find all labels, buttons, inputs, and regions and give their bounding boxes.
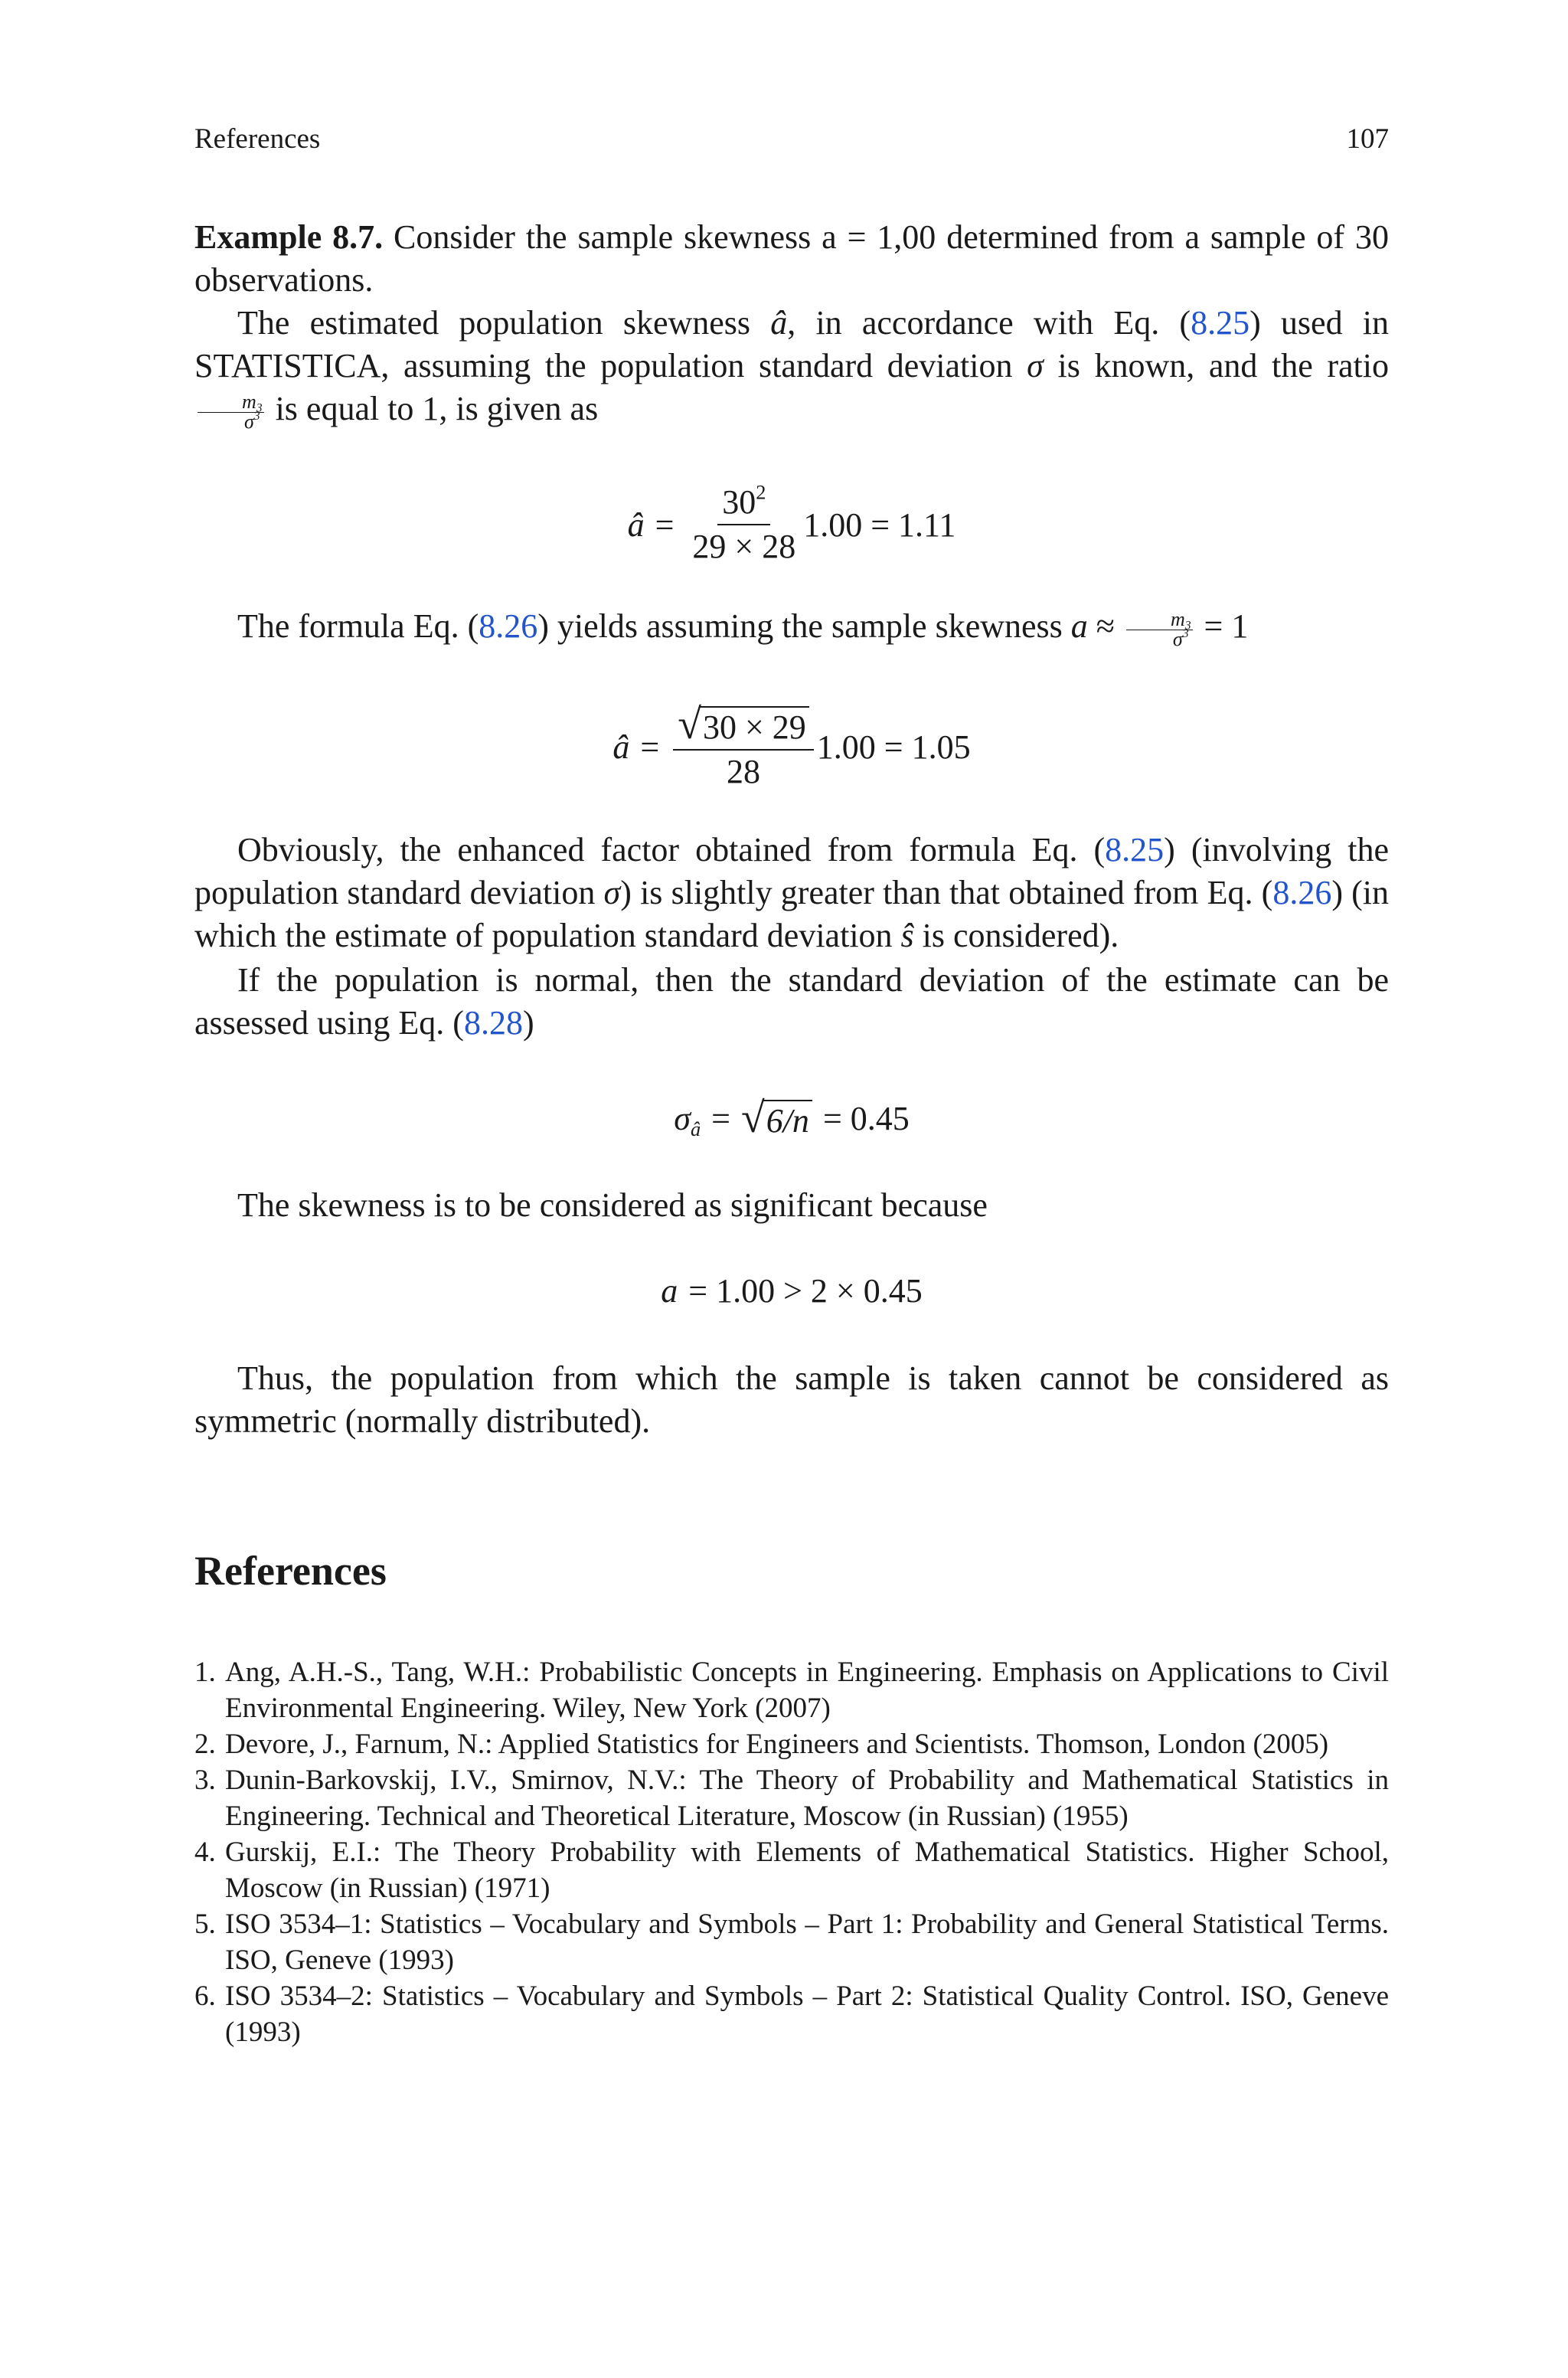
paragraph-estimated-skewness (194, 302, 1389, 431)
p2-text-c: = 1 (1204, 607, 1249, 645)
p1-text-c: ) used in STATISTICA, assuming the population standard deviation (194, 304, 1389, 384)
paragraph-significant (194, 1184, 1389, 1227)
reference-item: 4. Gurskij, E.I.: The Theory Probability with Elements of Mathematical Statistics. Higher School, Moscow (in Russian) (1971) (194, 1837, 1389, 1904)
eq1-num-exp: 2 (756, 480, 766, 504)
eq4-text: = 1.00 > 2 × 0.45 (688, 1271, 923, 1310)
reference-list (194, 1654, 1389, 2050)
p5-text: The skewness is to be considered as significant because (237, 1186, 988, 1224)
p3-text-e: is considered). (922, 917, 1119, 954)
m3-over-sigma3-fraction-2: $\frac{m_3}{\sigma^3}$ (1126, 610, 1193, 649)
eq-ref-8-25-b[interactable]: 8.25 (1105, 831, 1165, 868)
p3-text-c: ) is slightly greater than that obtained from Eq. ( (620, 874, 1273, 911)
running-head-title: References (194, 123, 321, 155)
reference-item: 3. Dunin-Barkovskij, I.V., Smirnov, N.V.: The Theory of Probability and Mathematical Statistics in Engineering. Technical and Theoretical Literature, Moscow (in Russian) (1955) (194, 1765, 1389, 1832)
equation-4 (194, 1268, 1389, 1313)
example-paragraph (194, 216, 1389, 302)
paragraph-normal-population (194, 959, 1389, 1045)
p6-text: Thus, the population from which the sample is taken cannot be considered as symmetric (normally distributed). (194, 1359, 1389, 1440)
eq3-radicand: 6/n (763, 1100, 812, 1140)
p2-text-b: ) yields assuming the sample skewness (537, 607, 1063, 645)
paragraph-conclusion (194, 1357, 1389, 1443)
eq1-fraction (688, 480, 800, 565)
s-hat-symbol: ŝ (900, 917, 914, 954)
p1-text-e: is equal to 1, is given as (275, 390, 599, 427)
eq-ref-8-26[interactable]: 8.26 (479, 607, 538, 645)
references-heading: References (194, 1548, 387, 1594)
eq3-sqrt: √ 6/n (741, 1097, 812, 1140)
paragraph-obviously (194, 829, 1389, 957)
p2-text-a: The formula Eq. ( (237, 607, 479, 645)
eq2-den: 28 (727, 753, 760, 790)
paragraph-formula-8-26: The formula Eq. (8.26) yields assuming the sample skewness a ≈ $\frac{m_3}{\sigma^3}$ = 1 (237, 607, 1249, 650)
example-label: Example 8.7. (194, 218, 384, 256)
p1-text-b: , in accordance with Eq. ( (787, 304, 1191, 342)
p3-text-b: ) (involving the population standard deviation (194, 831, 1389, 911)
p4-text-b: ) (522, 1004, 534, 1042)
eq2-sqrt: √ 30 × 29 (678, 703, 809, 746)
eq1-tail: 1.00 = 1.11 (803, 505, 956, 544)
eq2-lhs: â (612, 728, 630, 766)
eq1-lhs: â (627, 505, 645, 544)
m3-over-sigma3-fraction: $\frac{m_3}{\sigma^3}$ (198, 393, 264, 431)
eq3-lhs: $\sigma_â$ (674, 1099, 701, 1140)
eq1-den: 29 × 28 (692, 528, 796, 565)
p3-text-d: ) (in which the estimate of population standard deviation (194, 874, 1390, 954)
a-hat-symbol: â (770, 304, 788, 342)
equation-1: â = $\frac{30^2}{29 \times 28}$ 1.00 = 1.11 (627, 480, 956, 565)
eq3-tail: = 0.45 (822, 1099, 910, 1137)
eq2-tail: 1.00 = 1.05 (816, 728, 971, 766)
eq-ref-8-28[interactable]: 8.28 (463, 1004, 523, 1042)
p1-text-a: The estimated population skewness (237, 304, 751, 342)
p3-text-a: Obviously, the enhanced factor obtained from formula Eq. ( (237, 831, 1106, 868)
sigma-symbol-2: σ (603, 874, 621, 911)
eq-ref-8-25[interactable]: 8.25 (1191, 304, 1250, 342)
eq2-radicand: 30 × 29 (700, 706, 809, 746)
eq4-lhs: a (661, 1271, 678, 1310)
eq1-num: 30 (722, 483, 756, 521)
reference-item: 2. Devore, J., Farnum, N.: Applied Statistics for Engineers and Scientists. Thomson, London (2005) (194, 1729, 1329, 1760)
p1-text-d: is known, and the ratio (1057, 347, 1390, 384)
equation-2: â = √ 30 × 29 28 1.00 = 1.05 (612, 701, 971, 790)
page-number: 107 (1346, 123, 1389, 155)
reference-item: 6. ISO 3534–2: Statistics – Vocabulary and Symbols – Part 2: Statistical Quality Control. ISO, Geneve (1993) (194, 1981, 1389, 2048)
p4-text-a: If the population is normal, then the standard deviation of the estimate can be assessed using Eq. ( (194, 961, 1389, 1042)
eq-ref-8-26-b[interactable]: 8.26 (1272, 874, 1332, 911)
sigma-symbol: σ (1027, 347, 1044, 384)
a-symbol: a (1070, 607, 1088, 645)
example-intro: Consider the sample skewness a = 1,00 determined from a sample of 30 observations. (194, 218, 1389, 299)
equation-3: $\sigma_â$ = √ 6/n = 0.45 (674, 1094, 910, 1142)
reference-item: 5. ISO 3534–1: Statistics – Vocabulary and Symbols – Part 1: Probability and General Statistical Terms. ISO, Geneve (1993) (194, 1909, 1389, 1976)
running-head (194, 123, 1389, 155)
eq2-fraction (673, 703, 814, 790)
reference-item: 1. Ang, A.H.-S., Tang, W.H.: Probabilistic Concepts in Engineering. Emphasis on Applications to Civil Environmental Engineering. Wiley, New York (2007) (194, 1657, 1389, 1724)
